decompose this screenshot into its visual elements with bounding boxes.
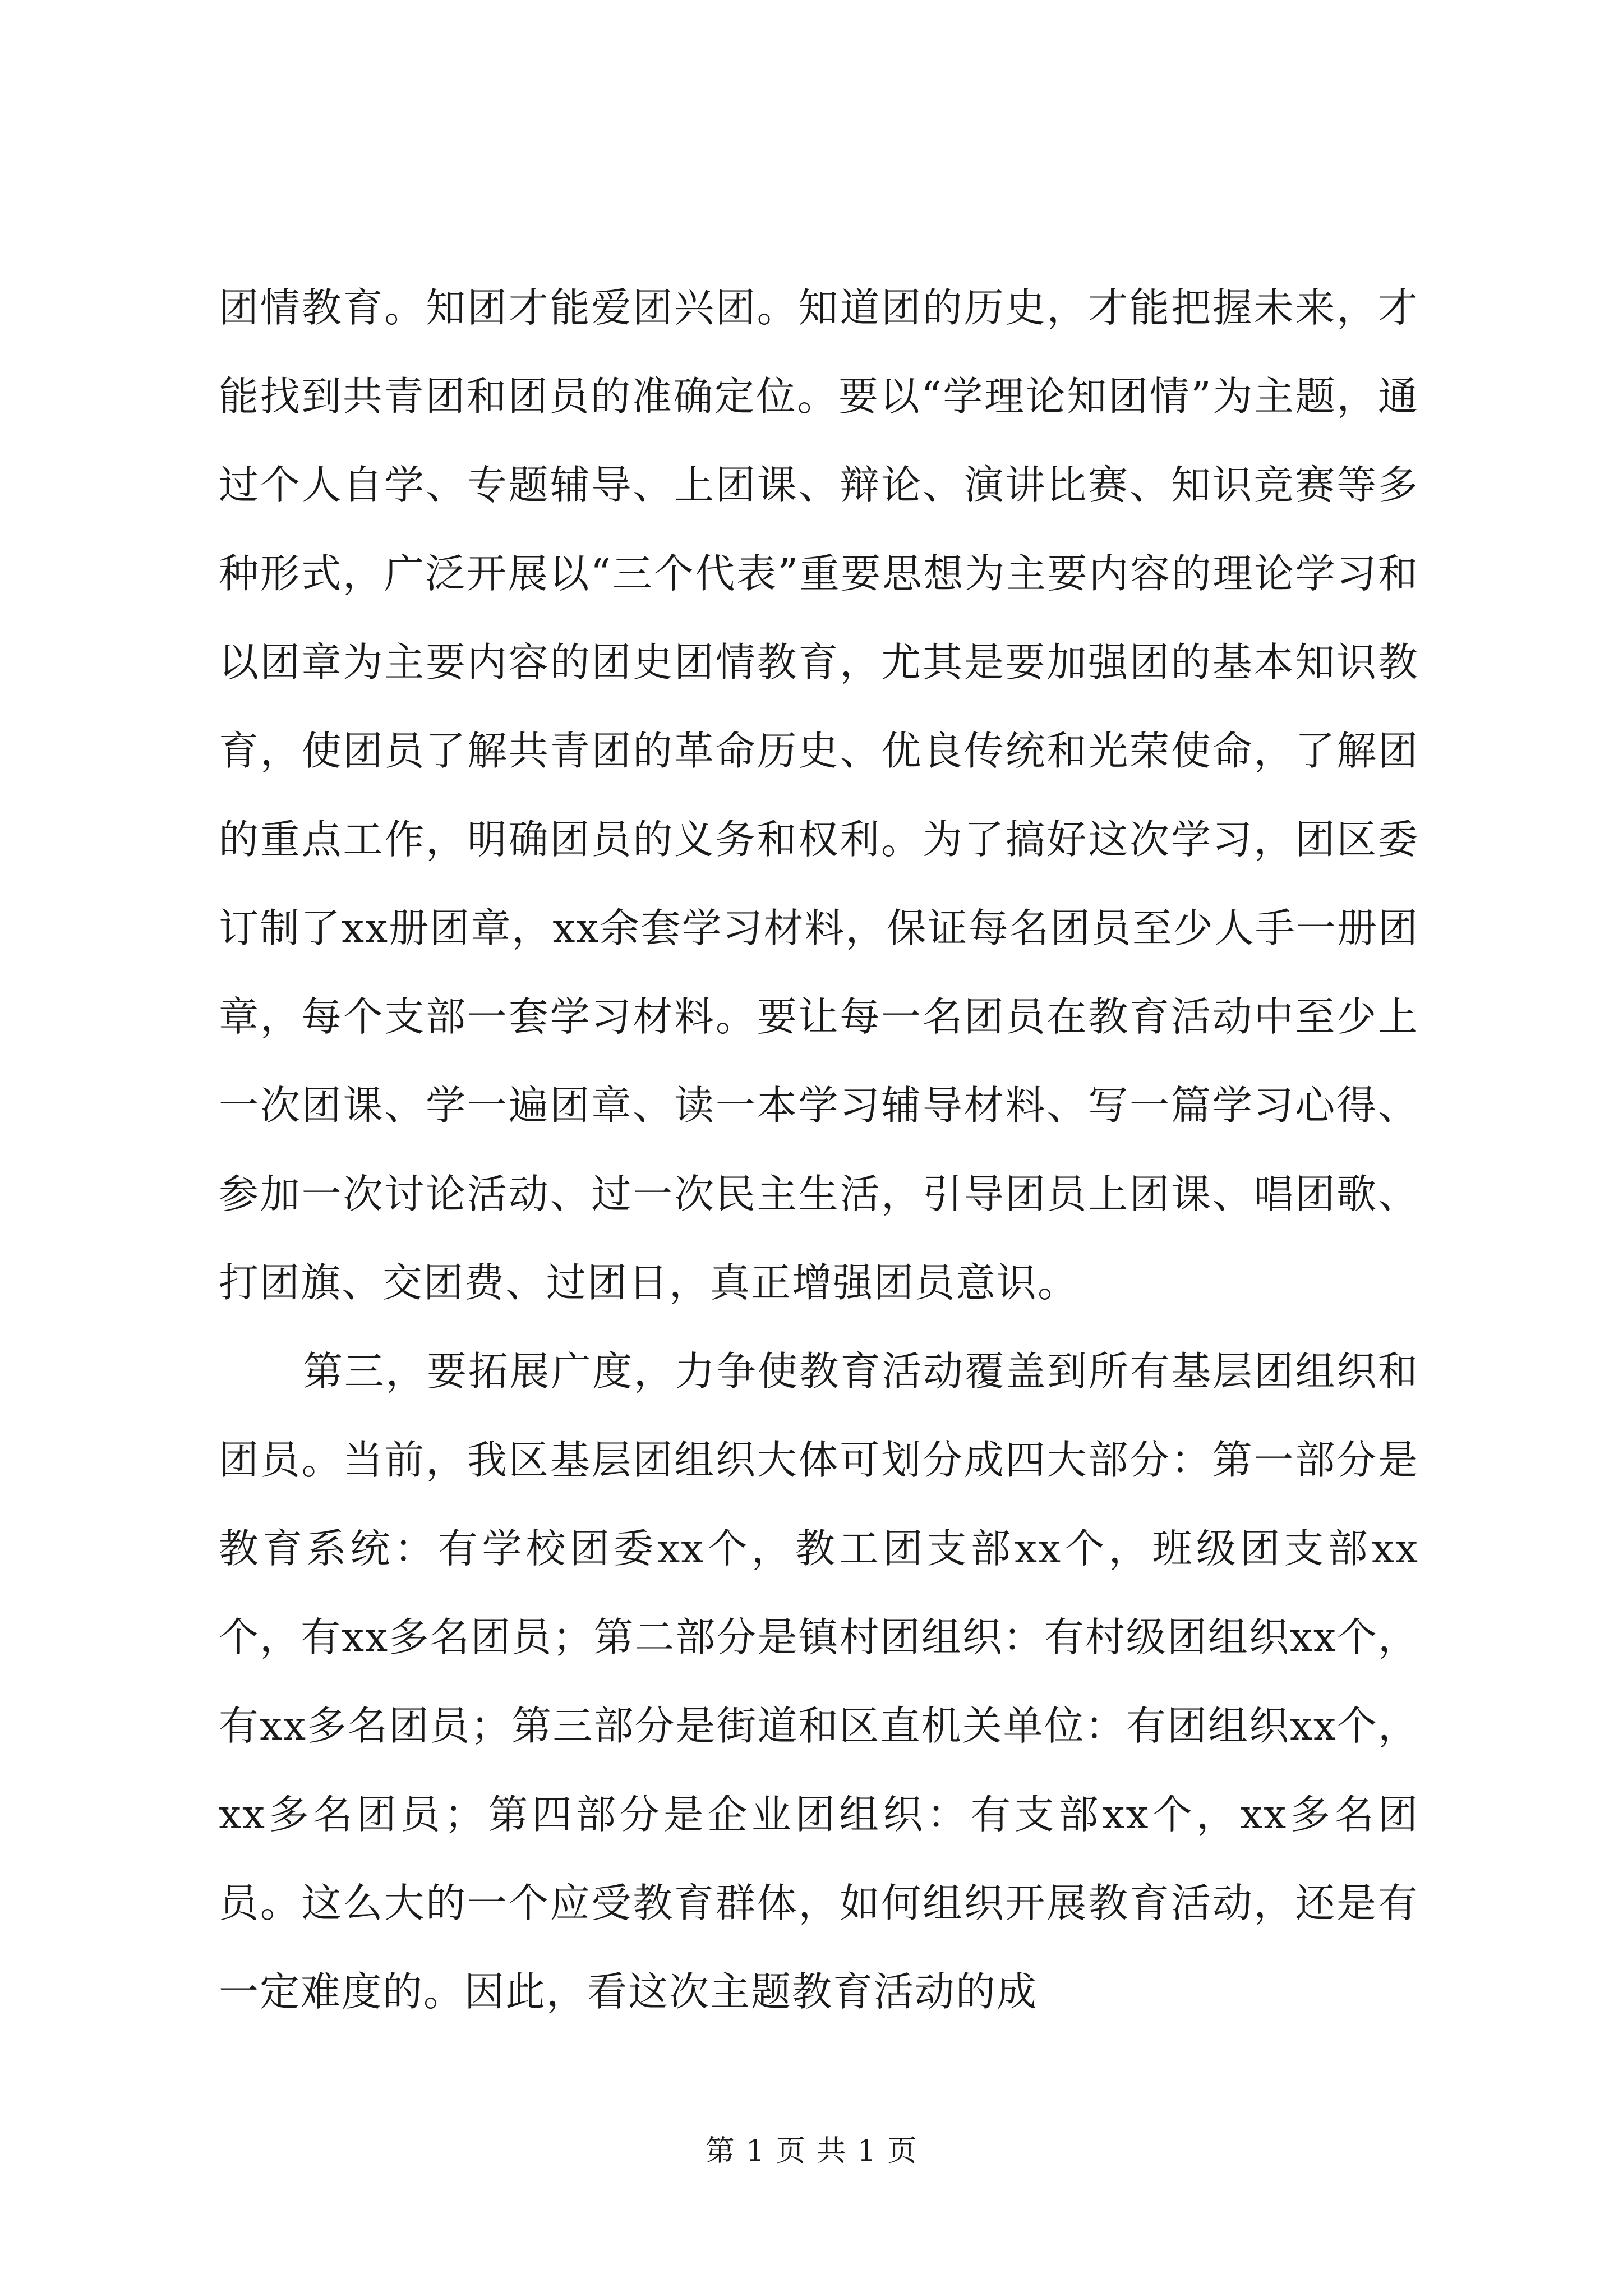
paragraph-third-point: 第三，要拓展广度，力争使教育活动覆盖到所有基层团组织和团员。当前，我区基层团组织大体可划分成四大部分：第一部分是教育系统：有学校团委xx个，教工团支部xx个，班级团支部xx个，有xx多名团员；第二部分是镇村团组织：有村级团组织xx个，有xx多名团员；第三部分是街道和区直机关单位：有团组织xx个，xx多名团员；第四部分是企业团组织：有支部xx个，xx多名团员。这么大的一个应受教育群体，如何组织开展教育活动，还是有一定难度的。因此，看这次主题教育活动的成 <box>219 1348 1419 2015</box>
page-number-footer: 第 1 页 共 1 页 <box>705 2134 918 2168</box>
document-body <box>219 264 1419 2036</box>
paragraph-continued: 团情教育。知团才能爱团兴团。知道团的历史，才能把握未来，才能找到共青团和团员的准确定位。要以“学理论知团情”为主题，通过个人自学、专题辅导、上团课、辩论、演讲比赛、知识竞赛等多种形式，广泛开展以“三个代表”重要思想为主要内容的理论学习和以团章为主要内容的团史团情教育，尤其是要加强团的基本知识教育，使团员了解共青团的革命历史、优良传统和光荣使命，了解团的重点工作，明确团员的义务和权利。为了搞好这次学习，团区委订制了xx册团章，xx余套学习材料，保证每名团员至少人手一册团章，每个支部一套学习材料。要让每一名团员在教育活动中至少上一次团课、学一遍团章、读一本学习辅导材料、写一篇学习心得、参加一次讨论活动、过一次民主生活，引导团员上团课、唱团歌、打团旗、交团费、过团日，真正增强团员意识。 <box>219 284 1419 1306</box>
